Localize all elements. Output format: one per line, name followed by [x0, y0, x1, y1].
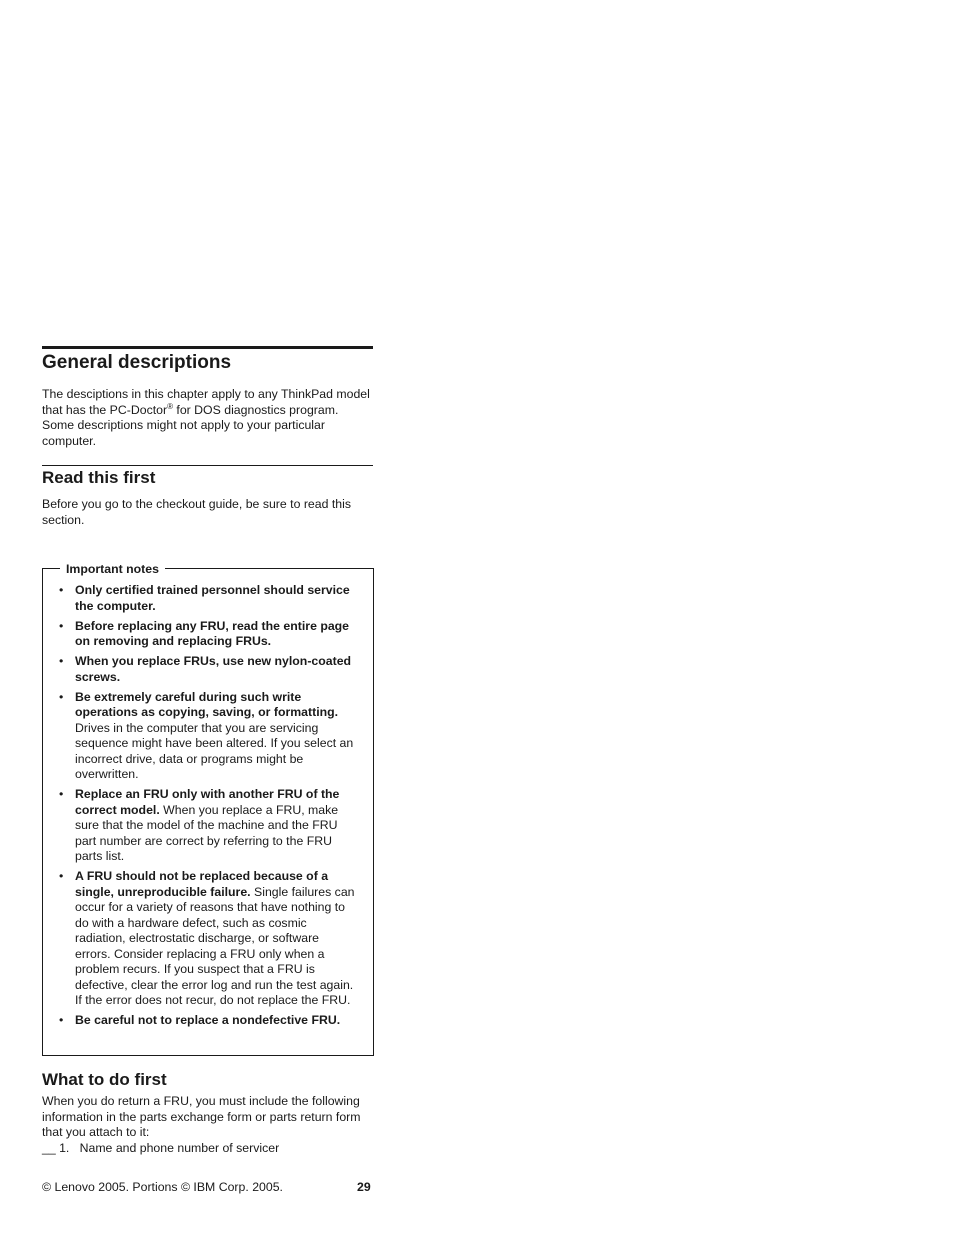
bullet-icon: • — [59, 689, 64, 704]
note-bold: Replace an FRU only with another FRU of the correct model. — [75, 787, 340, 817]
list-item — [56, 787, 356, 865]
bullet-icon: • — [59, 1013, 64, 1027]
important-notes-title: Important notes — [60, 562, 165, 576]
bullet-icon: • — [59, 654, 64, 668]
bullet-icon: • — [59, 583, 64, 597]
note-text: Drives in the computer that you are servicing sequence might have been altered. If you select an incorrect drive, data or programs might be overwritten. — [75, 720, 354, 781]
important-notes-list — [56, 583, 356, 1033]
list-item — [56, 869, 356, 1009]
bullet-icon: • — [59, 787, 64, 801]
bullet-icon: • — [59, 618, 64, 633]
section-title-general: General descriptions — [42, 352, 232, 373]
list-item — [56, 654, 356, 685]
registered-mark: ® — [167, 401, 173, 411]
page-number: 29 — [357, 1180, 371, 1194]
note-bold: Before replacing any FRU, read the entire page on removing and replacing FRUs. — [75, 618, 350, 648]
note-bold: Be careful not to replace a nondefective FRU. — [75, 1013, 341, 1027]
section-title-what-first: What to do first — [42, 1070, 167, 1089]
note-bold: When you replace FRUs, use new nylon-coated screws. — [75, 654, 352, 684]
what-first-paragraph — [42, 1094, 373, 1156]
what-first-text: When you do return a FRU, you must include the following information in the parts exchange form or parts return form that you attach to it: — [42, 1094, 361, 1139]
footer-copyright: © Lenovo 2005. Portions © IBM Corp. 2005. — [42, 1180, 283, 1194]
read-first-text: Before you go to the checkout guide, be sure to read this section. — [42, 497, 351, 527]
list-item — [56, 690, 356, 783]
list-item — [56, 1013, 356, 1029]
general-paragraph — [42, 387, 373, 449]
note-text: Single failures can occur for a variety of reasons that have nothing to do with a hardware defect, such as cosmic radiation, electrostatic discharge, or software errors. Consider replacing a FRU only when a problem recurs. If you suspect that a FRU is defective, clear the error log and run the test again. If the error does not recur, do not replace the FRU. — [75, 884, 355, 1007]
read-first-paragraph — [42, 497, 373, 528]
what-first-step: __ 1. Name and phone number of servicer — [42, 1140, 280, 1155]
note-text: When you replace a FRU, make sure that the model of the machine and the FRU part number are correct by referring to the FRU parts list. — [75, 802, 339, 863]
bullet-icon: • — [59, 869, 64, 883]
general-text-1: The desciptions in this chapter apply to any ThinkPad model that has the PC-Doctor — [42, 387, 370, 417]
section-rule-thick — [42, 346, 373, 349]
list-item — [56, 619, 356, 650]
note-bold: Only certified trained personnel should service the computer. — [75, 583, 350, 613]
section-rule-thin — [42, 465, 373, 466]
list-item — [56, 583, 356, 614]
note-bold: A FRU should not be replaced because of a single, unreproducible failure. — [75, 869, 329, 899]
section-title-read-first: Read this first — [42, 468, 156, 487]
general-text-2: for DOS diagnostics program. Some descriptions might not apply to your particular computer. — [42, 402, 339, 448]
note-bold: Be extremely careful during such write operations as copying, saving, or formatting. — [75, 689, 339, 719]
